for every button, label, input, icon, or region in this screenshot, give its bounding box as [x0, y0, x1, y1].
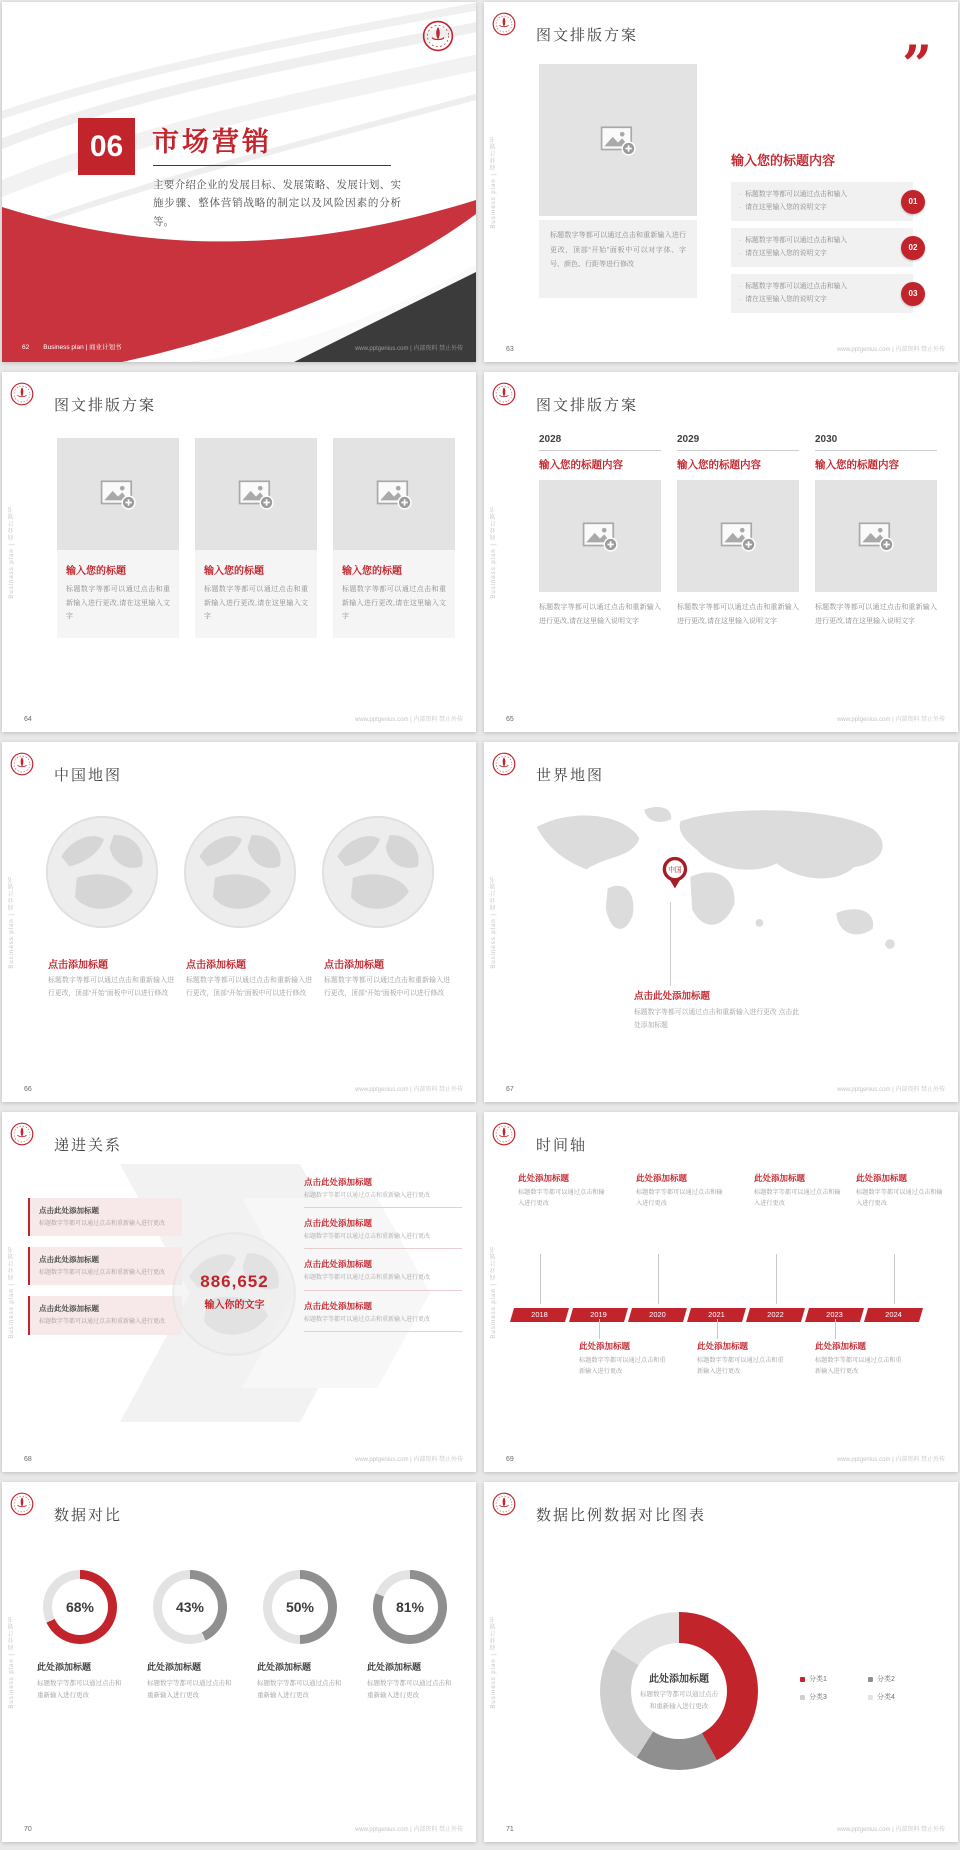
item-line: · 请在这里输入您的说明文字	[739, 247, 887, 260]
slide-title: 图文排版方案	[54, 397, 157, 414]
globe-body: 标题数字等都可以通过点击和重新输入进行更改，顶部“开始”面板中可以进行修改	[324, 977, 450, 997]
image-placeholder[interactable]	[195, 438, 317, 550]
ring-column	[367, 1570, 463, 1701]
key-figure-label: 输入你的文字	[204, 1300, 265, 1311]
timeline-note	[697, 1340, 789, 1378]
slide-66-china-map[interactable]	[2, 742, 476, 1102]
footer-label: Business plan | 商业计划书	[43, 344, 122, 351]
add-image-icon	[100, 478, 136, 510]
slide-62-cover[interactable]	[2, 2, 476, 362]
side-watermark: Business plan | 商业计划书	[9, 1245, 15, 1339]
section-heading: 输入您的标题内容	[731, 153, 836, 168]
chapter-title: 市场营销	[152, 127, 272, 157]
item-line: · 请在这里输入您的说明文字	[739, 293, 887, 306]
donut-center-body: 标题数字等都可以通过点击和重新输入进行更改	[640, 1691, 718, 1710]
list-item	[731, 228, 918, 267]
item-body: 标题数字等都可以通过点击和重新输入进行更改	[304, 1316, 431, 1323]
item-heading: 点击此处添加标题	[39, 1206, 99, 1215]
page-number: 65	[506, 716, 514, 723]
page-number: 70	[24, 1826, 32, 1833]
item-line: · 请在这里输入您的说明文字	[739, 201, 887, 214]
content-column	[677, 434, 799, 628]
legend-item: 分类4	[868, 1692, 930, 1702]
tick-line	[776, 1254, 777, 1304]
company-seal-icon	[10, 1492, 34, 1516]
content-column	[195, 438, 317, 638]
note-heading: 此处添加标题	[856, 1173, 908, 1183]
year-label: 2029	[677, 434, 700, 445]
note-heading: 此处添加标题	[636, 1173, 688, 1183]
slide-title: 图文排版方案	[536, 397, 639, 414]
timeline-note	[636, 1172, 726, 1210]
progress-ring	[153, 1570, 227, 1644]
slide-64-three-images[interactable]	[2, 372, 476, 732]
content-column	[815, 434, 937, 628]
slide-title: 世界地图	[536, 767, 605, 784]
ring-percent: 68%	[52, 1579, 108, 1635]
image-placeholder[interactable]	[333, 438, 455, 550]
column-heading: 输入您的标题内容	[539, 459, 623, 471]
tick-line	[540, 1254, 541, 1304]
company-seal-icon	[492, 1122, 516, 1146]
globe-heading: 点击添加标题	[324, 960, 384, 971]
add-image-icon	[720, 520, 756, 552]
slide-70-data-comparison[interactable]	[2, 1482, 476, 1842]
note-body: 标题数字等都可以通过点击和输入进行更改	[856, 1189, 943, 1207]
add-image-icon	[858, 520, 894, 552]
globe-graphic	[182, 814, 298, 930]
slide-63-image-layout[interactable]	[484, 2, 958, 362]
tick-line	[835, 1319, 836, 1339]
item-heading: 点击此处添加标题	[39, 1304, 99, 1314]
timeline-note	[579, 1340, 671, 1378]
site-note: www.pptgenius.com | 内部资料 禁止外传	[837, 1457, 945, 1463]
column-heading: 输入您的标题	[204, 566, 264, 577]
page-number: 63	[506, 346, 514, 353]
column-body: 标题数字等都可以通过点击和重新输入进行更改,请在这里输入文字	[204, 586, 308, 621]
slide-65-year-columns[interactable]	[484, 372, 958, 732]
slide-71-donut-chart[interactable]	[484, 1482, 958, 1842]
globe-body: 标题数字等都可以通过点击和重新输入进行更改，顶部“开始”面板中可以进行修改	[48, 977, 174, 997]
globe-heading: 点击添加标题	[48, 960, 108, 971]
note-body: 标题数字等都可以通过点击和输入进行更改	[636, 1189, 723, 1207]
side-watermark: Business plan | 商业计划书	[9, 1615, 15, 1709]
tick-line	[894, 1254, 895, 1304]
page-number: 66	[24, 1086, 32, 1093]
ring-percent: 81%	[382, 1579, 438, 1635]
site-note: www.pptgenius.com | 内部资料 禁止外传	[837, 1087, 945, 1093]
timeline-note	[754, 1172, 844, 1210]
item-line: · 标题数字等都可以通过点击和输入	[739, 188, 887, 201]
column-body: 标题数字等都可以通过点击和重新输入进行更改,请在这里输入说明文字	[677, 604, 799, 625]
add-image-icon	[238, 478, 274, 510]
ring-body: 标题数字等都可以通过点击和重新输入进行更改	[257, 1680, 342, 1699]
ring-body: 标题数字等都可以通过点击和重新输入进行更改	[37, 1680, 122, 1699]
globe-graphic	[44, 814, 160, 930]
add-image-icon	[376, 478, 412, 510]
legend-item: 分类3	[800, 1692, 862, 1702]
quote-mark-icon: ”	[902, 35, 932, 96]
image-placeholder[interactable]	[815, 480, 937, 592]
item-body: 标题数字等都可以通过点击和重新输入进行更改	[304, 1275, 431, 1282]
page-number: 62	[22, 344, 30, 351]
list-item	[304, 1176, 462, 1208]
list-item	[304, 1217, 462, 1249]
timeline-note	[518, 1172, 608, 1210]
world-map-graphic	[506, 800, 936, 992]
callout-heading: 点击此处添加标题	[634, 991, 711, 1002]
tick-line	[599, 1319, 600, 1339]
legend-swatch	[868, 1677, 873, 1682]
page-number: 67	[506, 1086, 514, 1093]
content-column	[333, 438, 455, 638]
image-placeholder[interactable]	[539, 64, 697, 216]
map-callout	[634, 988, 804, 1033]
pin-label: 中国	[668, 867, 682, 874]
number-badge: 01	[901, 190, 925, 214]
company-seal-icon	[10, 752, 34, 776]
note-body: 标题数字等都可以通过点击和输入进行更改	[754, 1189, 841, 1207]
ring-heading: 此处添加标题	[257, 1662, 312, 1672]
title-underline	[153, 165, 391, 166]
ring-heading: 此处添加标题	[367, 1662, 422, 1672]
ring-column	[147, 1570, 243, 1701]
site-note: www.pptgenius.com | 内部资料 禁止外传	[837, 347, 945, 353]
side-watermark: Business plan | 商业计划书	[491, 505, 497, 599]
column-heading: 输入您的标题	[342, 566, 402, 577]
globe-graphic	[320, 814, 436, 930]
legend-item: 分类2	[868, 1674, 930, 1684]
note-heading: 此处添加标题	[518, 1173, 570, 1183]
item-body: 标题数字等都可以通过点击和重新输入进行更改	[304, 1193, 431, 1199]
column-heading: 输入您的标题内容	[677, 459, 761, 471]
slide-title: 数据比例数据对比图表	[536, 1507, 707, 1524]
item-body: 标题数字等都可以通过点击和重新输入进行更改	[304, 1234, 431, 1241]
page-number: 71	[506, 1826, 514, 1833]
slide-69-timeline[interactable]	[484, 1112, 958, 1472]
site-note: www.pptgenius.com | 内部资料 禁止外传	[355, 1457, 463, 1463]
page-number: 64	[24, 716, 32, 723]
content-column	[57, 438, 179, 638]
ring-column	[37, 1570, 133, 1701]
timeline-note	[856, 1172, 946, 1210]
item-heading: 点击此处添加标题	[304, 1259, 373, 1270]
company-seal-icon	[10, 1122, 34, 1146]
side-watermark: Business plan | 商业计划书	[9, 505, 15, 599]
year-chip[interactable]: 2020	[628, 1308, 687, 1322]
company-seal-icon	[10, 382, 34, 406]
progress-ring	[263, 1570, 337, 1644]
key-figure: 886,652	[200, 1272, 269, 1291]
note-heading: 此处添加标题	[815, 1341, 867, 1351]
site-note: www.pptgenius.com | 内部资料 禁止外传	[355, 1087, 463, 1093]
site-note: www.pptgenius.com | 内部资料 禁止外传	[355, 346, 463, 352]
donut-chart	[600, 1612, 758, 1770]
column-body: 标题数字等都可以通过点击和重新输入进行更改,请在这里输入文字	[66, 586, 170, 621]
side-watermark: Business plan | 商业计划书	[491, 875, 497, 969]
company-seal-icon	[492, 12, 516, 36]
chapter-number-badge: 06	[78, 118, 135, 175]
site-note: www.pptgenius.com | 内部资料 禁止外传	[355, 1827, 463, 1833]
side-watermark: Business plan | 商业计划书	[491, 1615, 497, 1709]
tick-line	[658, 1254, 659, 1304]
slide-68-progression[interactable]	[2, 1112, 476, 1472]
item-body: 标题数字等都可以通过点击和重新输入进行更改	[39, 1270, 166, 1277]
item-heading: 点击此处添加标题	[304, 1218, 373, 1229]
list-item	[731, 274, 918, 313]
note-heading: 此处添加标题	[754, 1173, 806, 1183]
item-body: 标题数字等都可以通过点击和重新输入进行更改	[39, 1221, 166, 1227]
slide-title: 递进关系	[54, 1137, 123, 1154]
note-body: 标题数字等都可以通过点击和重新输入进行更改	[697, 1357, 784, 1375]
page-number: 68	[24, 1456, 32, 1463]
list-item	[304, 1258, 462, 1290]
callout-body: 标题数字等都可以通过点击和重新输入进行更改 点击此处添加标题	[634, 1009, 800, 1029]
add-image-icon	[582, 520, 618, 552]
tick-line	[717, 1319, 718, 1339]
year-chip[interactable]: 2022	[746, 1308, 805, 1322]
image-placeholder[interactable]	[539, 480, 661, 592]
slide-title: 数据对比	[54, 1507, 123, 1524]
donut-center-heading: 此处添加标题	[649, 1674, 709, 1686]
ring-heading: 此处添加标题	[147, 1662, 202, 1672]
ring-body: 标题数字等都可以通过点击和重新输入进行更改	[147, 1680, 232, 1699]
side-watermark: Business plan | 商业计划书	[491, 135, 497, 229]
site-note: www.pptgenius.com | 内部资料 禁止外传	[837, 1827, 945, 1833]
year-chip[interactable]: 2019	[569, 1308, 628, 1322]
item-body: 标题数字等都可以通过点击和重新输入进行更改	[39, 1319, 166, 1326]
ring-percent: 43%	[162, 1579, 218, 1635]
year-chip[interactable]: 2018	[510, 1308, 569, 1322]
donut-center	[631, 1643, 727, 1739]
side-watermark: Business plan | 商业计划书	[491, 1245, 497, 1339]
add-image-icon	[600, 124, 636, 156]
legend-swatch	[800, 1695, 805, 1700]
company-seal-icon	[422, 20, 454, 52]
number-badge: 03	[901, 282, 925, 306]
column-body: 标题数字等都可以通过点击和重新输入进行更改,请在这里输入说明文字	[815, 604, 937, 625]
item-heading: 点击此处添加标题	[304, 1177, 373, 1187]
note-heading: 此处添加标题	[579, 1341, 631, 1351]
list-item	[28, 1198, 182, 1236]
ring-column	[257, 1570, 353, 1701]
globe-body: 标题数字等都可以通过点击和重新输入进行更改，顶部“开始”面板中可以进行修改	[186, 977, 312, 997]
side-watermark: Business plan | 商业计划书	[9, 875, 15, 969]
page-number: 69	[506, 1456, 514, 1463]
column-body: 标题数字等都可以通过点击和重新输入进行更改,请在这里输入说明文字	[539, 604, 661, 625]
site-note: www.pptgenius.com | 内部资料 禁止外传	[355, 717, 463, 723]
year-chip[interactable]: 2024	[864, 1308, 923, 1322]
item-line: · 标题数字等都可以通过点击和输入	[739, 280, 887, 293]
year-chip[interactable]: 2023	[805, 1308, 864, 1322]
progress-ring	[43, 1570, 117, 1644]
progress-ring	[373, 1570, 447, 1644]
year-label: 2028	[539, 434, 562, 445]
ring-heading: 此处添加标题	[37, 1662, 92, 1672]
list-item	[731, 182, 918, 221]
item-heading: 点击此处添加标题	[304, 1300, 373, 1311]
slide-footer	[22, 342, 122, 351]
chart-legend	[800, 1674, 930, 1702]
company-seal-icon	[492, 752, 516, 776]
right-item-stack	[304, 1176, 462, 1341]
item-heading: 点击此处添加标题	[39, 1255, 99, 1265]
year-chip[interactable]: 2021	[687, 1308, 746, 1322]
globe-heading: 点击添加标题	[186, 960, 246, 971]
column-heading: 输入您的标题	[66, 566, 126, 577]
image-placeholder[interactable]	[57, 438, 179, 550]
chapter-description: 主要介绍企业的发展目标、发展策略、发展计划、实施步骤、整体营销战略的制定以及风险因素的分析等。	[153, 179, 401, 228]
ring-percent: 50%	[272, 1579, 328, 1635]
image-caption: 标题数字等都可以通过点击和重新输入进行更改，顶部“开始”面板中可以对字体、字号、颜色、行距等进行修改	[539, 220, 697, 298]
slide-title: 时间轴	[536, 1137, 588, 1154]
column-body: 标题数字等都可以通过点击和重新输入进行更改,请在这里输入文字	[342, 586, 446, 621]
ring-body: 标题数字等都可以通过点击和重新输入进行更改	[367, 1680, 452, 1699]
item-line: · 标题数字等都可以通过点击和输入	[739, 234, 887, 247]
site-note: www.pptgenius.com | 内部资料 禁止外传	[837, 717, 945, 723]
timeline-bar	[512, 1304, 925, 1322]
image-placeholder[interactable]	[677, 480, 799, 592]
company-seal-icon	[492, 1492, 516, 1516]
column-heading: 输入您的标题内容	[815, 459, 899, 471]
legend-item: 分类1	[800, 1674, 862, 1684]
slide-title: 中国地图	[54, 767, 123, 784]
globe-watermark	[170, 1230, 298, 1358]
company-seal-icon	[492, 382, 516, 406]
legend-swatch	[868, 1695, 873, 1700]
note-body: 标题数字等都可以通过点击和重新输入进行更改	[579, 1357, 666, 1375]
slide-title: 图文排版方案	[536, 27, 639, 44]
timeline-note	[815, 1340, 907, 1378]
year-label: 2030	[815, 434, 838, 445]
legend-swatch	[800, 1677, 805, 1682]
content-column	[539, 434, 661, 628]
note-body: 标题数字等都可以通过点击和重新输入进行更改	[815, 1357, 902, 1375]
slide-67-world-map[interactable]	[484, 742, 958, 1102]
list-item	[304, 1300, 462, 1332]
connector-line	[670, 902, 671, 986]
note-body: 标题数字等都可以通过点击和输入进行更改	[518, 1189, 605, 1207]
note-heading: 此处添加标题	[697, 1341, 749, 1351]
number-badge: 02	[901, 236, 925, 260]
